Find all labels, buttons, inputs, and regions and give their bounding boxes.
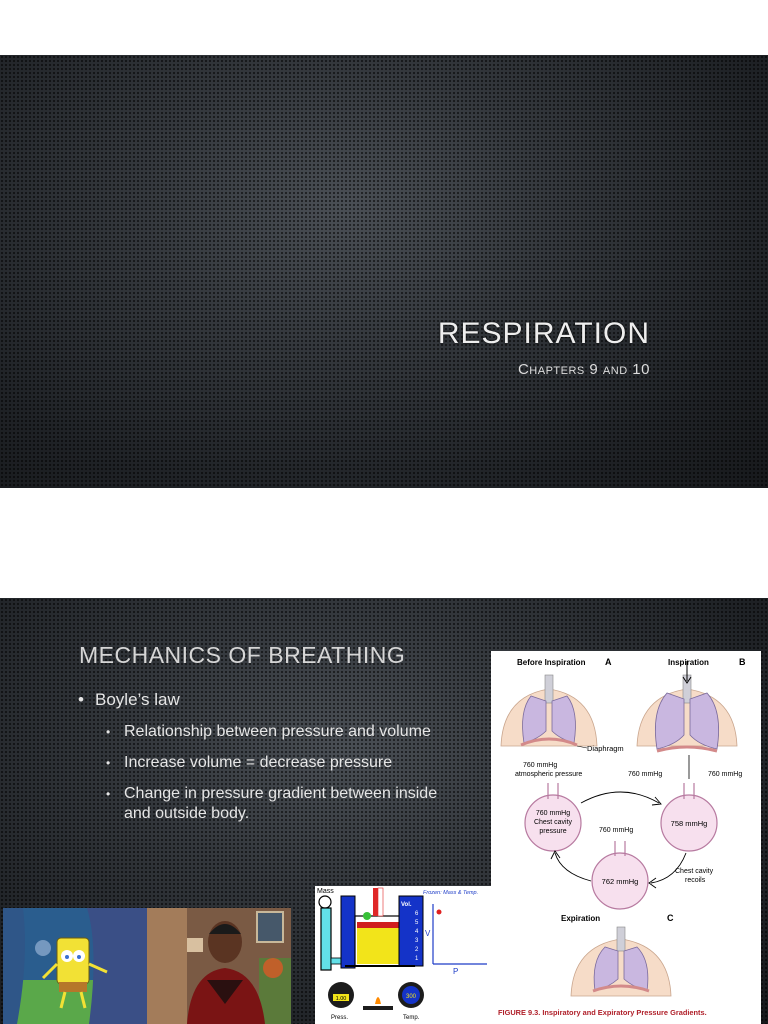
pressure-gradient-figure (491, 651, 761, 1024)
bullet-list (78, 690, 468, 835)
mass-label: Mass (317, 888, 334, 895)
gas-law-drawing (315, 886, 491, 1024)
circle2-value: 758 mmHg (670, 819, 708, 828)
vol-tick: 5 (415, 920, 419, 926)
vol-tick: 2 (415, 947, 419, 953)
person-drawing (147, 908, 291, 1024)
axis-p-label: P (453, 967, 459, 976)
figure-caption: FIGURE 9.3. Inspiratory and Expiratory Pressure Gradients. (498, 1008, 707, 1017)
slide-subtitle: Chapters 9 and 10 (517, 361, 650, 378)
cartoon-drawing (3, 908, 147, 1024)
circle3-value: 762 mmHg (601, 877, 639, 886)
torso-a (501, 675, 597, 746)
atm-pressure-line2: atmospheric pressure (515, 771, 583, 778)
mechanics-slide (0, 598, 768, 1024)
vol-label: Vol. (401, 902, 412, 908)
torso-b (637, 661, 737, 751)
recoil-line1: Chest cavity (675, 868, 714, 875)
label-b: B (739, 657, 746, 667)
vol-tick: 4 (415, 929, 419, 935)
slide-title: RESPIRATION (437, 317, 650, 350)
insp-left-pressure: 760 mmHg (628, 771, 663, 778)
label-c: C (667, 913, 674, 923)
person-image (147, 908, 291, 1024)
sub-bullet: • Relationship between pressure and volume (124, 722, 468, 742)
torso-c (571, 927, 671, 996)
recoil-line2: recoils (685, 877, 706, 884)
atm-pressure-line1: 760 mmHg (523, 762, 558, 769)
label-inspiration: Inspiration (668, 658, 709, 667)
sub-bullet: • Change in pressure gradient between inside and outside body. (124, 784, 468, 824)
figure-drawing (491, 651, 761, 1024)
label-a: A (605, 657, 612, 667)
vol-tick: 3 (415, 938, 419, 944)
vol-tick: 1 (415, 956, 419, 962)
slide-heading: MECHANICS OF BREATHING (79, 642, 406, 668)
circle1-line1: 760 mmHg (535, 810, 571, 817)
frozen-label: Frozen: Mass & Temp. (423, 890, 479, 896)
circle3-top-pressure: 760 mmHg (599, 827, 634, 834)
label-diaphragm: Diaphragm (587, 744, 624, 753)
pressure-gauge-value: 1.00 (335, 996, 347, 1002)
pressure-label: Press. (331, 1015, 349, 1021)
axis-v-label: V (425, 929, 431, 938)
circle1-line2: Chest cavity (533, 819, 573, 826)
label-expiration: Expiration (561, 914, 601, 923)
temperature-gauge-value: 300 (405, 994, 417, 1000)
title-slide (0, 55, 768, 488)
insp-right-pressure: 760 mmHg (708, 771, 743, 778)
temperature-label: Temp. (403, 1015, 420, 1021)
sub-bullet: • Increase volume = decrease pressure (124, 753, 468, 773)
cartoon-image (3, 908, 147, 1024)
label-before-inspiration: Before Inspiration (517, 658, 586, 667)
vol-tick: 6 (415, 911, 419, 917)
gas-law-simulation (315, 886, 491, 1024)
bullet-boyles-law: • Boyle’s law (78, 690, 468, 710)
circle1-line3: pressure (539, 828, 567, 835)
